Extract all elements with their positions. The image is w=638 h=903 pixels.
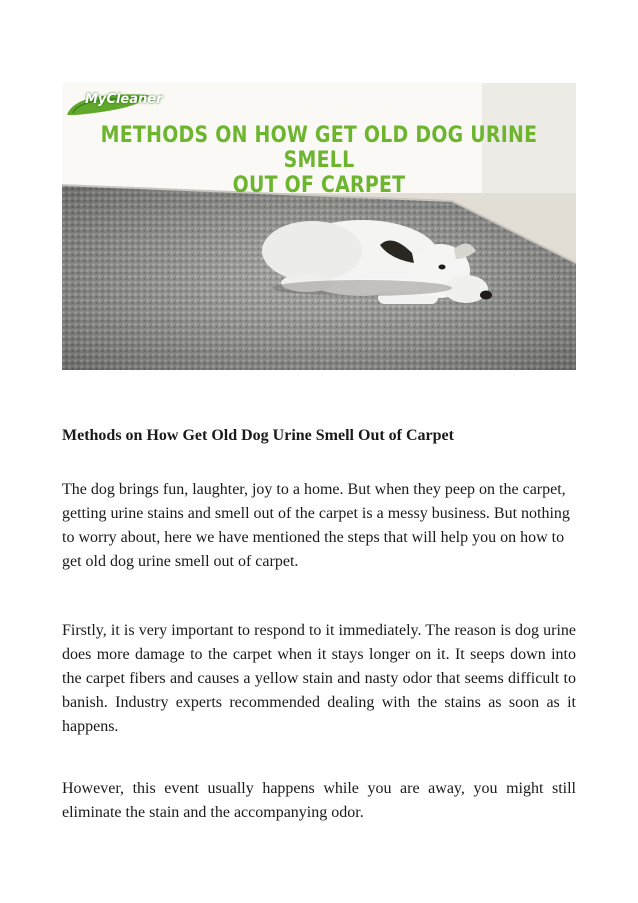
hero-image [62,83,576,370]
article-heading: Methods on How Get Old Dog Urine Smell Out of Carpet [62,427,454,444]
paragraph-while-away: However, this event usually happens while you are away, you might still eliminate the stain and the accompanying odor. [62,780,576,821]
paragraph-intro: The dog brings fun, laughter, joy to a home. But when they peep on the carpet, getting urine stains and smell out of the carpet is a messy business. But nothing to worry about, here we have mentioned the steps that will help you on how to get old dog urine smell out of carpet. [62,481,570,570]
hero-title-line-2: OUT OF CARPET [232,173,406,198]
hero-title [98,123,540,198]
brand-logo [65,89,163,117]
paragraph-respond-immediately: Firstly, it is very important to respond to it immediately. The reason is dog urine does more damage to the carpet when it stays longer on it. It seeps down into the carpet fibers and causes a yellow stain and nasty odor that seems difficult to banish. Industry experts recommended dealing with the stains as soon as it happens. [62,622,576,735]
logo-text: MyCleaner [85,92,163,107]
hero-title-line-1: METHODS ON HOW GET OLD DOG URINE SMELL [100,123,538,173]
